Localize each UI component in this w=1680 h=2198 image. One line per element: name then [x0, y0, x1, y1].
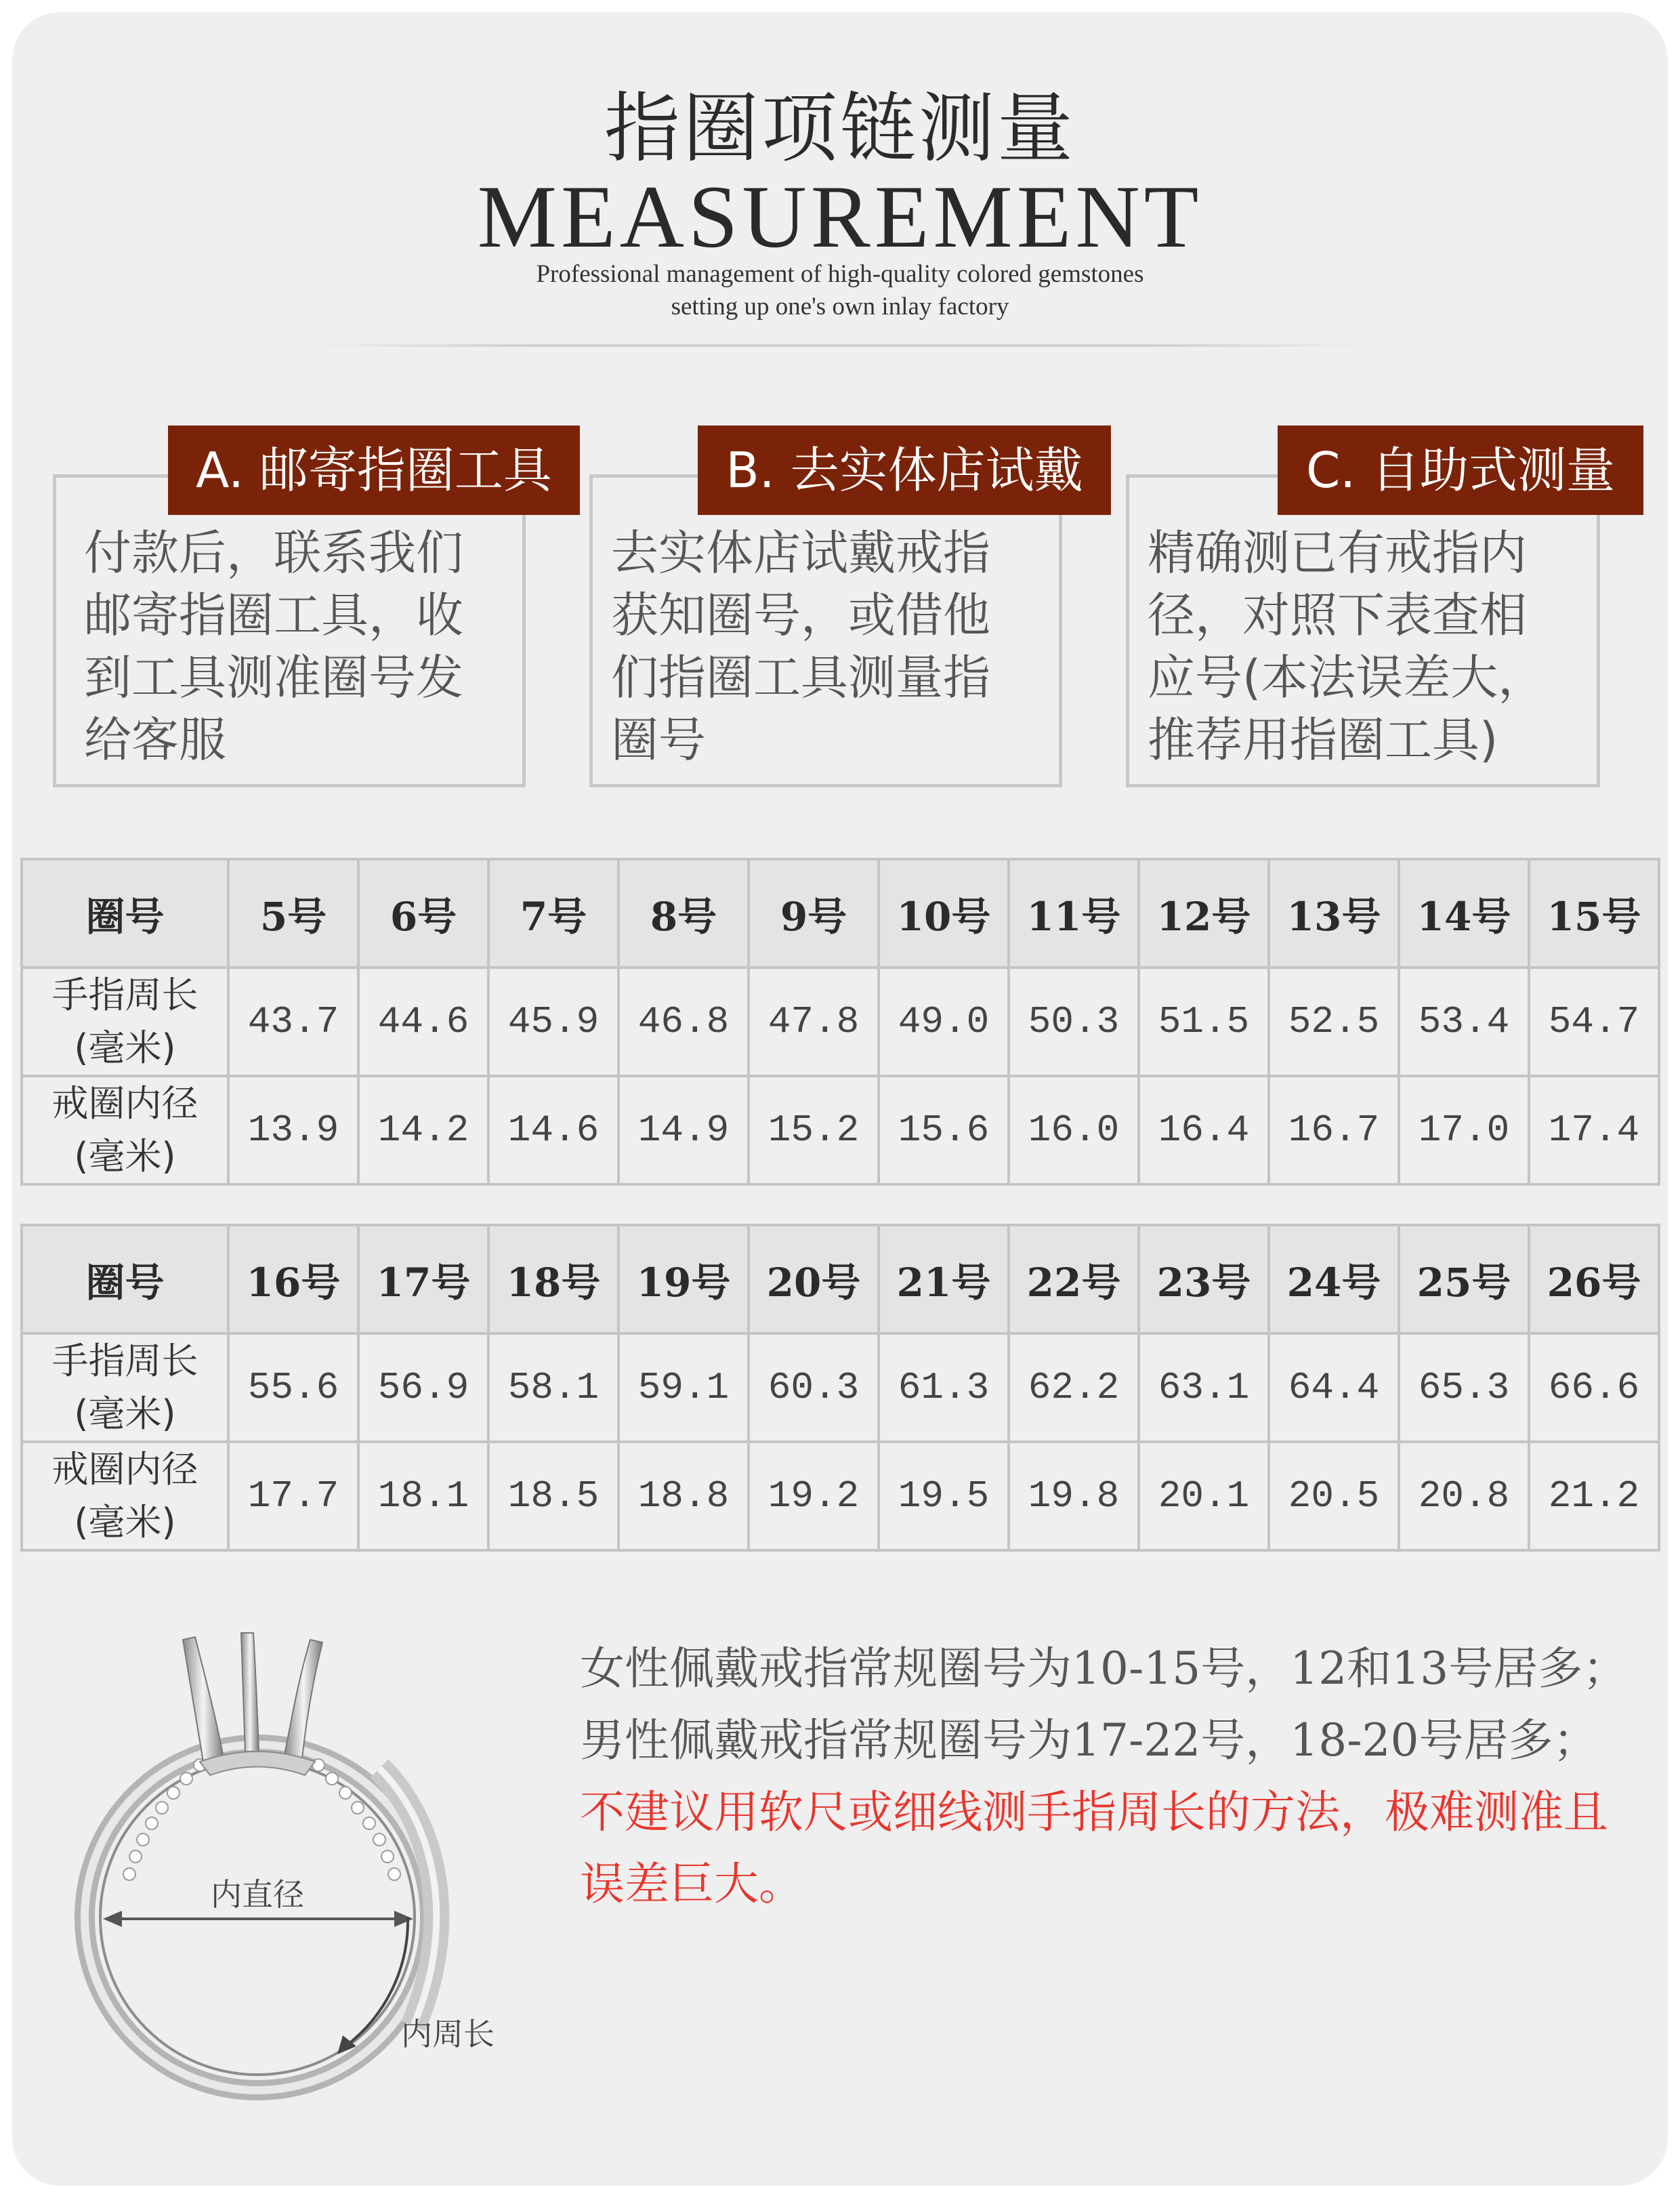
size-table-2	[20, 1224, 1660, 1552]
size-header-cell: 15号	[1529, 859, 1659, 968]
table-row-inner-diameter	[22, 1442, 1659, 1550]
table-cell: 47.8	[749, 968, 879, 1076]
table-cell: 54.7	[1529, 968, 1659, 1076]
table-cell: 13.9	[228, 1076, 358, 1184]
inner-circumference-label: 内周长	[401, 2016, 495, 2052]
size-header-cell: 7号	[488, 859, 618, 968]
row-label: 戒圈内径 (毫米)	[51, 1448, 198, 1543]
page-title: 指圈项链测量	[604, 85, 1076, 173]
table-row-finger-circumference	[22, 968, 1659, 1076]
header-label-cell: 圈号	[22, 859, 228, 968]
method-c-text: 精确测已有戒指内 径，对照下表查相 应号(本法误差大， 推荐用指圈工具)	[1148, 525, 1546, 768]
size-header-cell: 13号	[1269, 859, 1399, 968]
table-cell: 46.8	[618, 968, 749, 1076]
table-cell: 17.7	[228, 1442, 358, 1550]
men-note: 男性佩戴戒指常规圈号为17-22号，18-20号居多；	[580, 1714, 1598, 1766]
size-header-cell: 23号	[1139, 1225, 1269, 1333]
size-header-cell: 20号	[749, 1225, 879, 1333]
table-cell: 44.6	[358, 968, 488, 1076]
size-header-cell: 9号	[749, 859, 879, 968]
size-header-cell: 5号	[228, 859, 358, 968]
table-cell: 63.1	[1139, 1333, 1269, 1442]
table-cell: 16.0	[1009, 1076, 1139, 1184]
table-cell: 15.2	[749, 1076, 879, 1184]
size-header-cell: 14号	[1399, 859, 1529, 968]
size-header-cell: 16号	[228, 1225, 358, 1333]
table-cell: 64.4	[1269, 1333, 1399, 1442]
method-a-text: 付款后，联系我们 邮寄指圈工具，收 到工具测准圈号发 给客服	[84, 525, 463, 768]
table-row-finger-circumference	[22, 1333, 1659, 1442]
table-cell: 43.7	[228, 968, 358, 1076]
warning-note: 不建议用软尺或细线测手指周长的方法，极难测准且误差巨大。	[580, 1786, 1608, 1910]
table-cell: 60.3	[749, 1333, 879, 1442]
row-label: 手指周长 (毫米)	[51, 974, 198, 1069]
header-divider	[318, 344, 1362, 347]
table-cell: 19.5	[879, 1442, 1009, 1550]
size-header-cell: 26号	[1529, 1225, 1659, 1333]
table-cell: 14.9	[618, 1076, 749, 1184]
table-cell: 58.1	[488, 1333, 618, 1442]
size-header-cell: 10号	[879, 859, 1009, 968]
table-row-inner-diameter	[22, 1076, 1659, 1184]
table-cell: 53.4	[1399, 968, 1529, 1076]
size-header-cell: 22号	[1009, 1225, 1139, 1333]
method-b-text: 去实体店试戴戒指 获知圈号，或借他 们指圈工具测量指 圈号	[611, 525, 990, 768]
table-cell: 56.9	[358, 1333, 488, 1442]
size-header-cell: 24号	[1269, 1225, 1399, 1333]
table-cell: 61.3	[879, 1333, 1009, 1442]
row-label: 手指周长 (毫米)	[51, 1340, 198, 1435]
size-header-cell: 25号	[1399, 1225, 1529, 1333]
size-table-1	[20, 858, 1660, 1186]
table-cell: 18.1	[358, 1442, 488, 1550]
subtitle-line-2: setting up one's own inlay factory	[671, 293, 1009, 320]
size-header-cell: 17号	[358, 1225, 488, 1333]
table-cell: 17.4	[1529, 1076, 1659, 1184]
method-a-label: A. 邮寄指圈工具	[168, 426, 580, 515]
subtitle-line-1: Professional management of high-quality colored gemstones	[536, 260, 1144, 288]
table-cell: 52.5	[1269, 968, 1399, 1076]
row-label-cell	[22, 968, 228, 1076]
size-header-cell: 6号	[358, 859, 488, 968]
table-cell: 14.2	[358, 1076, 488, 1184]
table-cell: 62.2	[1009, 1333, 1139, 1442]
table-cell: 21.2	[1529, 1442, 1659, 1550]
table-cell: 17.0	[1399, 1076, 1529, 1184]
ring-icon	[61, 1613, 549, 2100]
row-label-cell	[22, 1076, 228, 1184]
page-title-english: MEASUREMENT	[477, 167, 1203, 266]
size-header-cell: 21号	[879, 1225, 1009, 1333]
table-cell: 16.4	[1139, 1076, 1269, 1184]
size-header-cell: 8号	[618, 859, 749, 968]
row-label-cell	[22, 1333, 228, 1442]
table-cell: 19.8	[1009, 1442, 1139, 1550]
table-cell: 20.1	[1139, 1442, 1269, 1550]
women-note: 女性佩戴戒指常规圈号为10-15号，12和13号居多；	[580, 1642, 1628, 1695]
table-cell: 51.5	[1139, 968, 1269, 1076]
row-label-cell	[22, 1442, 228, 1550]
ring-illustration	[61, 1613, 549, 2100]
table-cell: 14.6	[488, 1076, 618, 1184]
table-cell: 65.3	[1399, 1333, 1529, 1442]
table-cell: 20.8	[1399, 1442, 1529, 1550]
table-cell: 19.2	[749, 1442, 879, 1550]
size-header-cell: 11号	[1009, 859, 1139, 968]
table-cell: 50.3	[1009, 968, 1139, 1076]
size-header-cell: 19号	[618, 1225, 749, 1333]
table-header-row	[22, 859, 1659, 968]
table-cell: 20.5	[1269, 1442, 1399, 1550]
table-cell: 55.6	[228, 1333, 358, 1442]
size-header-cell: 18号	[488, 1225, 618, 1333]
table-cell: 66.6	[1529, 1333, 1659, 1442]
row-label: 戒圈内径 (毫米)	[51, 1082, 198, 1178]
table-cell: 16.7	[1269, 1076, 1399, 1184]
size-notes	[580, 1633, 1637, 1920]
size-header-cell: 12号	[1139, 859, 1269, 968]
table-cell: 59.1	[618, 1333, 749, 1442]
table-cell: 18.8	[618, 1442, 749, 1550]
method-b-label: B. 去实体店试戴	[698, 426, 1111, 515]
table-header-row	[22, 1225, 1659, 1333]
table-cell: 18.5	[488, 1442, 618, 1550]
table-cell: 15.6	[879, 1076, 1009, 1184]
header-label-cell: 圈号	[22, 1225, 228, 1333]
method-c-label: C. 自助式测量	[1278, 426, 1643, 515]
inner-diameter-label: 内直径	[211, 1876, 304, 1913]
table-cell: 49.0	[879, 968, 1009, 1076]
table-cell: 45.9	[488, 968, 618, 1076]
